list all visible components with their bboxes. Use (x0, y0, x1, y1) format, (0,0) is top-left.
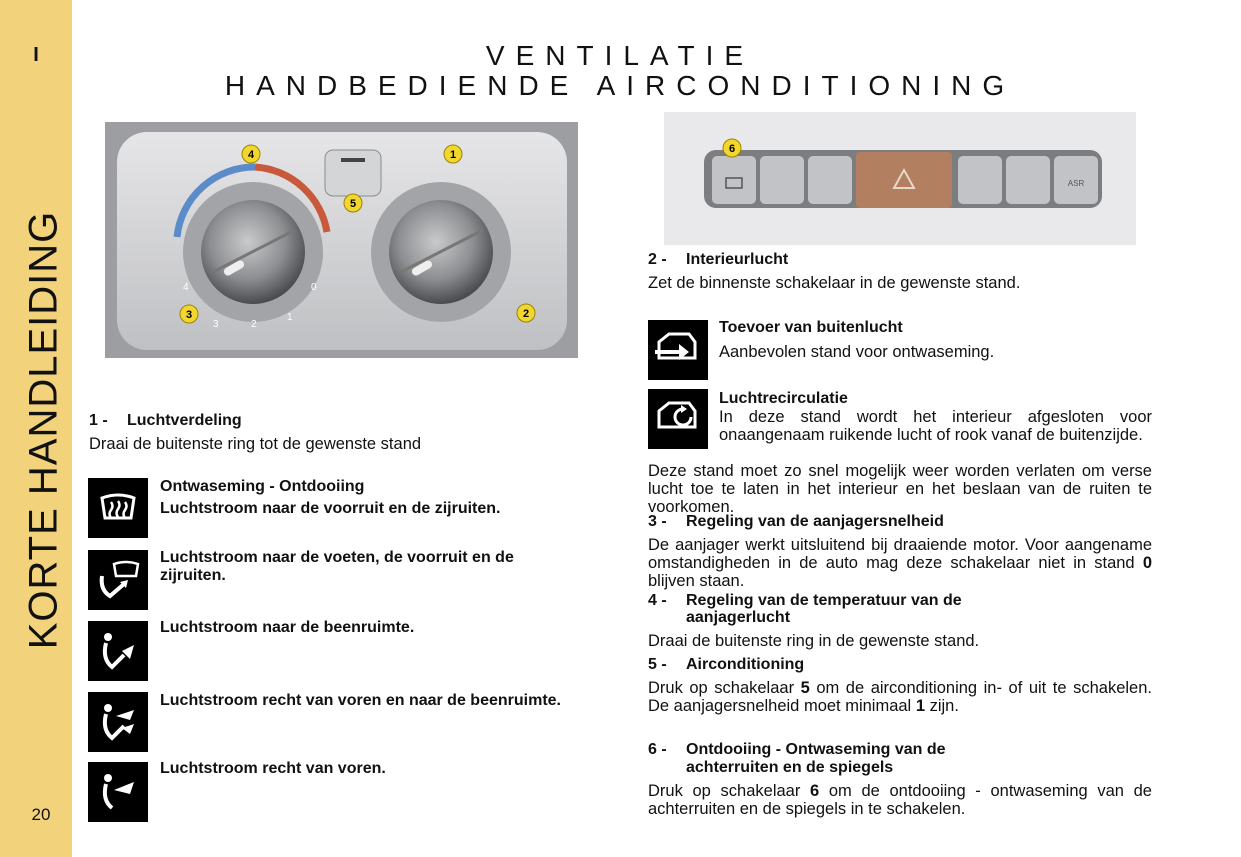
defrost-subheading: Ontwaseming - Ontdooiing (160, 478, 365, 495)
face-airflow-icon (88, 762, 148, 822)
defrost-windscreen-label: Luchtstroom naar de voorruit en de zijruiten. (160, 500, 501, 517)
section-1-text: Draai de buitenste ring tot de gewenste stand (89, 435, 422, 453)
marker-2 (517, 304, 535, 322)
section-4-number: 4 - (648, 592, 667, 609)
svg-text:4: 4 (247, 149, 255, 161)
marker-3 (180, 305, 198, 323)
section-5-text: Druk op schakelaar 5 om de airconditioning in- of uit te schakelen. De aanjagersnelheid moet minimaal 1 zijn. (648, 679, 1152, 715)
defrost-windscreen-icon (88, 478, 148, 538)
svg-text:3: 3 (185, 309, 193, 321)
section-3-heading (648, 513, 944, 531)
section-5-title: Airconditioning (686, 656, 805, 673)
chapter-vertical-title: KORTE HANDLEIDING (21, 210, 66, 650)
section-3-number: 3 - (648, 513, 667, 530)
section-5-number: 5 - (648, 656, 667, 673)
outside-air-title: Toevoer van buitenlucht (719, 319, 903, 336)
section-5-heading (648, 656, 804, 674)
section-6-title-line2: achterruiten en de spiegels (686, 759, 894, 776)
dial-scale-4: 4 (183, 282, 189, 293)
feet-airflow-label: Luchtstroom naar de beenruimte. (160, 619, 415, 636)
marker-4 (242, 145, 260, 163)
section-4-heading (648, 592, 962, 610)
section-2-heading (648, 251, 788, 269)
svg-text:1: 1 (449, 149, 457, 161)
marker-5 (344, 194, 362, 212)
asr-button-label: ASR (1067, 179, 1085, 188)
climate-control-panel-photo (105, 122, 578, 358)
section-2-text: Zet de binnenste schakelaar in de gewenste stand. (648, 274, 1021, 292)
section-4-title-line2: aanjagerlucht (686, 609, 791, 626)
section-2-title: Interieurlucht (686, 251, 789, 268)
face-feet-airflow-icon (88, 692, 148, 752)
face-airflow-label: Luchtstroom recht van voren. (160, 760, 386, 777)
page-title-line2: HANDBEDIENDE AIRCONDITIONING (224, 70, 1016, 101)
recirculation-title: Luchtrecirculatie (719, 390, 848, 407)
svg-text:5: 5 (349, 198, 357, 210)
section-3-title: Regeling van de aanjagersnelheid (686, 513, 944, 530)
outside-air-text: Aanbevolen stand voor ontwaseming. (719, 343, 995, 361)
section-4-text: Draai de buitenste ring in de gewenste stand. (648, 632, 980, 650)
section-1-title: Luchtverdeling (127, 412, 242, 429)
chapter-marker: I (33, 44, 39, 66)
section-1-number: 1 - (89, 412, 108, 429)
feet-windscreen-label: Luchtstroom naar de voeten, de voorruit en de zijruiten. (160, 549, 514, 584)
feet-windscreen-icon (88, 550, 148, 610)
section-3-text: De aanjager werkt uitsluitend bij draaiende motor. Voor aangename omstandigheden in de auto mag deze schakelaar niet in stand 0 blijven staan. (648, 536, 1152, 590)
chapter-sidebar (0, 0, 72, 857)
section-4-title-line1: Regeling van de temperatuur van de (686, 592, 962, 609)
dial-scale-3: 3 (213, 319, 219, 330)
page-number: 20 (31, 805, 51, 824)
recirculation-text: In deze stand wordt het interieur afgesloten voor onaangenaam ruikende lucht of rook vanaf de buitenzijde. (719, 408, 1152, 444)
dial-scale-0: 0 (311, 282, 317, 293)
svg-text:6: 6 (728, 143, 736, 155)
section-6-text: Druk op schakelaar 6 om de ontdooiing - ontwaseming van de achterruiten en de spiegels in te schakelen. (648, 782, 1152, 818)
section-6-number: 6 - (648, 741, 667, 758)
feet-airflow-icon (88, 621, 148, 681)
svg-text:2: 2 (522, 308, 530, 320)
section-1-heading (89, 412, 242, 430)
section-6-heading (648, 741, 946, 759)
recirculation-text-2: Deze stand moet zo snel mogelijk weer worden verlaten om verse lucht toe te laten in het interieur en het beslaan van de ruiten te voorkomen. (648, 462, 1152, 516)
section-6-title-line1: Ontdooiing - Ontwaseming van de (686, 741, 946, 758)
dashboard-switches-photo (664, 112, 1136, 245)
outside-air-icon (648, 320, 708, 380)
dial-scale-2: 2 (251, 319, 257, 330)
face-feet-airflow-label: Luchtstroom recht van voren en naar de beenruimte. (160, 692, 561, 709)
marker-1 (444, 145, 462, 163)
page-title-line1: VENTILATIE (485, 40, 755, 71)
recirculation-icon (648, 389, 708, 449)
dial-scale-1: 1 (287, 312, 293, 323)
marker-6 (723, 139, 741, 157)
section-2-number: 2 - (648, 251, 667, 268)
